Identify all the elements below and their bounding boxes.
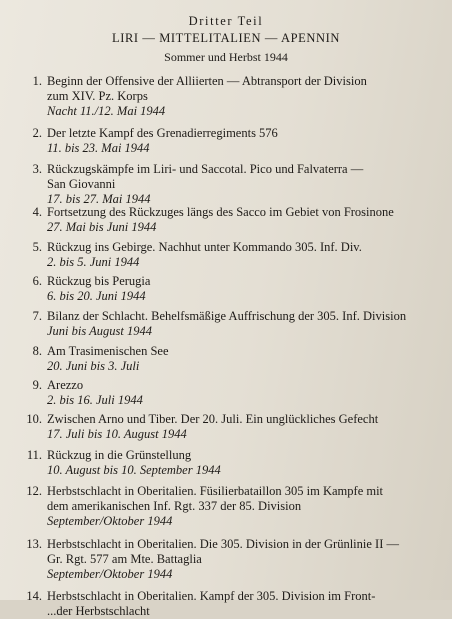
entry-body: [47, 74, 432, 119]
entry-body: [47, 589, 432, 619]
entry-title-line: Zwischen Arno und Tiber. Der 20. Juli. Ein unglückliches Gefecht: [47, 412, 379, 426]
entry-title-line: Rückzug ins Gebirge. Nachhut unter Kommando 305. Inf. Div.: [47, 240, 362, 254]
entry-title-line: Herbstschlacht in Oberitalien. Kampf der 305. Division im Front-: [47, 589, 376, 603]
entry-date: 11. bis 23. Mai 1944: [47, 141, 150, 155]
entry-number: 12.: [26, 484, 42, 498]
entry-body: [47, 344, 432, 374]
entry-date: Juni bis August 1944: [47, 324, 152, 338]
entry-body: [47, 378, 432, 408]
entry-number: 1.: [32, 74, 42, 88]
entry-date: 10. August bis 10. September 1944: [47, 463, 221, 477]
entry-date: 2. bis 5. Juni 1944: [47, 255, 140, 269]
entry-title-line: Rückzugskämpfe im Liri- und Saccotal. Pico und Falvaterra —: [47, 162, 364, 176]
entry-body: [47, 484, 432, 529]
entry-date: 6. bis 20. Juni 1944: [47, 289, 146, 303]
entry-number: 2.: [32, 126, 42, 140]
entry-number: 14.: [26, 589, 42, 603]
entry-title-line: Gr. Rgt. 577 am Mte. Battaglia: [47, 552, 202, 566]
entry-number: 4.: [32, 205, 42, 219]
entry-title-line: ...der Herbstschlacht: [47, 604, 150, 618]
entry-date: 20. Juni bis 3. Juli: [47, 359, 140, 373]
entry-date: 27. Mai bis Juni 1944: [47, 220, 157, 234]
entry-title-line: dem amerikanischen Inf. Rgt. 337 der 85. Division: [47, 499, 302, 513]
entry-date: 17. Juli bis 10. August 1944: [47, 427, 187, 441]
entry-number: 9.: [32, 378, 42, 392]
entry-body: [47, 448, 432, 478]
entry-body: [47, 412, 432, 442]
entry-body: [47, 309, 432, 339]
entry-number: 5.: [32, 240, 42, 254]
entry-number: 11.: [26, 448, 42, 462]
entry-title-line: zum XIV. Pz. Korps: [47, 89, 148, 103]
entry-number: 13.: [26, 537, 42, 551]
entry-body: [47, 162, 432, 207]
entry-body: [47, 537, 432, 582]
part-subtitle: LIRI — MITTELITALIEN — APENNIN: [111, 31, 341, 45]
entry-title-line: San Giovanni: [47, 177, 116, 191]
entry-body: [47, 240, 432, 270]
part-title: Dritter Teil: [188, 14, 264, 28]
entry-date: 17. bis 27. Mai 1944: [47, 192, 151, 206]
entry-date: September/Oktober 1944: [47, 567, 173, 581]
entry-title-line: Herbstschlacht in Oberitalien. Die 305. Division in der Grünlinie II —: [47, 537, 400, 551]
entry-title-line: Arezzo: [47, 378, 84, 392]
entry-title-line: Fortsetzung des Rückzuges längs des Sacco im Gebiet von Frosinone: [47, 205, 394, 219]
entry-date: Nacht 11./12. Mai 1944: [47, 104, 166, 118]
entry-title-line: Beginn der Offensive der Alliierten — Abtransport der Division: [47, 74, 367, 88]
part-period: Sommer und Herbst 1944: [164, 50, 288, 64]
entry-date: 2. bis 16. Juli 1944: [47, 393, 143, 407]
entry-title-line: Rückzug bis Perugia: [47, 274, 151, 288]
entry-number: 10.: [26, 412, 42, 426]
entry-number: 3.: [32, 162, 42, 176]
entry-title-line: Am Trasimenischen See: [47, 344, 169, 358]
entry-title-line: Rückzug in die Grünstellung: [47, 448, 192, 462]
entry-title-line: Herbstschlacht in Oberitalien. Füsilierbataillon 305 im Kampfe mit: [47, 484, 384, 498]
entry-number: 8.: [32, 344, 42, 358]
entry-title-line: Bilanz der Schlacht. Behelfsmäßige Auffrischung der 305. Inf. Division: [47, 309, 407, 323]
entry-title-line: Der letzte Kampf des Grenadierregiments 576: [47, 126, 278, 140]
entry-body: [47, 205, 432, 235]
entry-date: September/Oktober 1944: [47, 514, 173, 528]
entry-body: [47, 274, 432, 304]
entry-body: [47, 126, 432, 156]
entry-number: 6.: [32, 274, 42, 288]
entry-number: 7.: [32, 309, 42, 323]
